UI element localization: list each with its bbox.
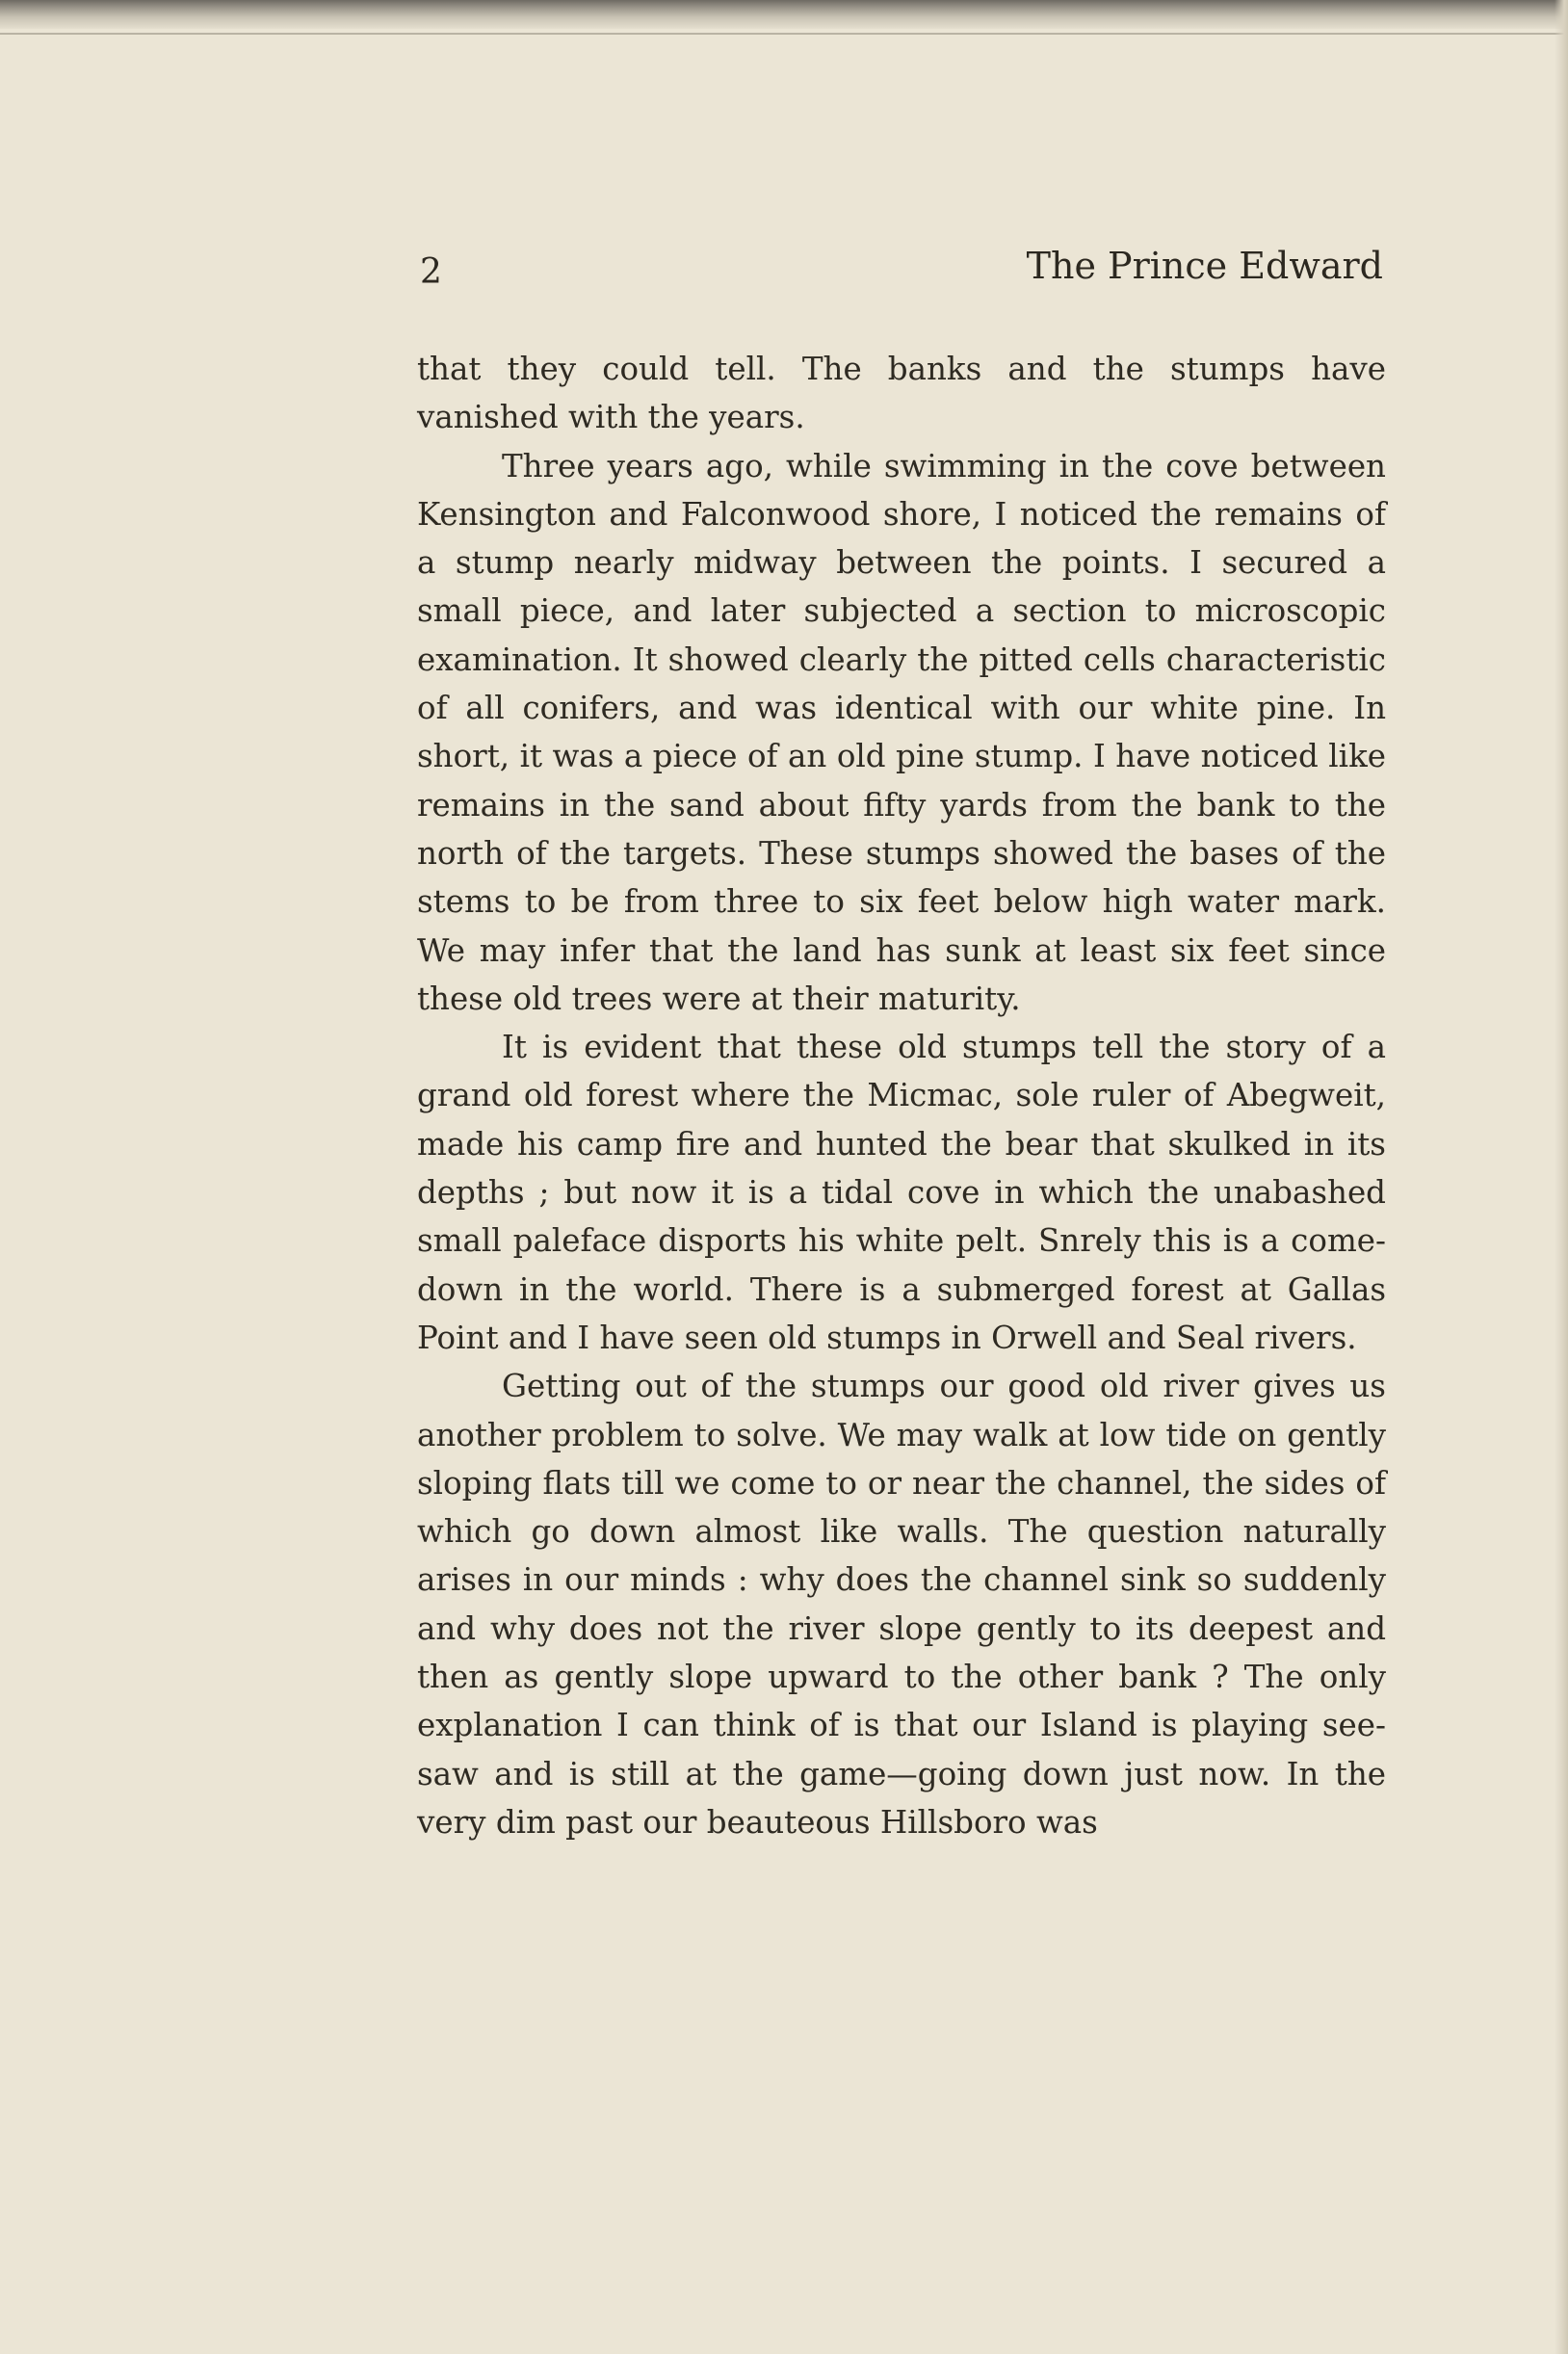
- page-top-rule: [0, 33, 1568, 35]
- paragraph-old-forest: It is evident that these old stumps tell the story of a grand old forest where the Micmac, sole ruler of Abegweit, made his camp fire and hunted the bear that skulked in its depths ; but now it is a tidal cove in which the unabashed small paleface disports his white pelt. Snrely this is a come-down in the world. There is a submerged forest at Gallas Point and I have seen old stumps in Orwell and Seal rivers.: [417, 1029, 1386, 1356]
- paragraph-continued: that they could tell. The banks and the stumps have vanished with the years.: [417, 351, 1386, 436]
- page-right-edge: [1555, 0, 1568, 2354]
- body-text: [417, 345, 1386, 1846]
- page-number: 2: [420, 252, 442, 292]
- running-head: The Prince Edward: [1026, 245, 1383, 287]
- paragraph-stump-discovery: Three years ago, while swimming in the cove between Kensington and Falconwood shore, I noticed the remains of a stump nearly midway between the points. I secured a small piece, and later subjected a section to microscopic examination. It showed clearly the pitted cells characteristic of all conifers, and was identical with our white pine. In short, it was a piece of an old pine stump. I have noticed like remains in the sand about fifty yards from the bank to the north of the targets. These stumps showed the bases of the stems to be from three to six feet below high water mark. We may infer that the land has sunk at least six feet since these old trees were at their maturity.: [417, 447, 1386, 1017]
- paragraph-river-channel: Getting out of the stumps our good old river gives us another problem to solve. We may walk at low tide on gently sloping flats till we come to or near the channel, the sides of which go down almost like walls. The question naturally arises in our minds : why does the channel sink so suddenly and why does not the river slope gently to its deepest and then as gently slope upward to the other bank ? The only explanation I can think of is that our Island is playing see-saw and is still at the game—going down just now. In the very dim past our beauteous Hillsboro was: [417, 1368, 1386, 1841]
- page-top-edge: [0, 0, 1568, 29]
